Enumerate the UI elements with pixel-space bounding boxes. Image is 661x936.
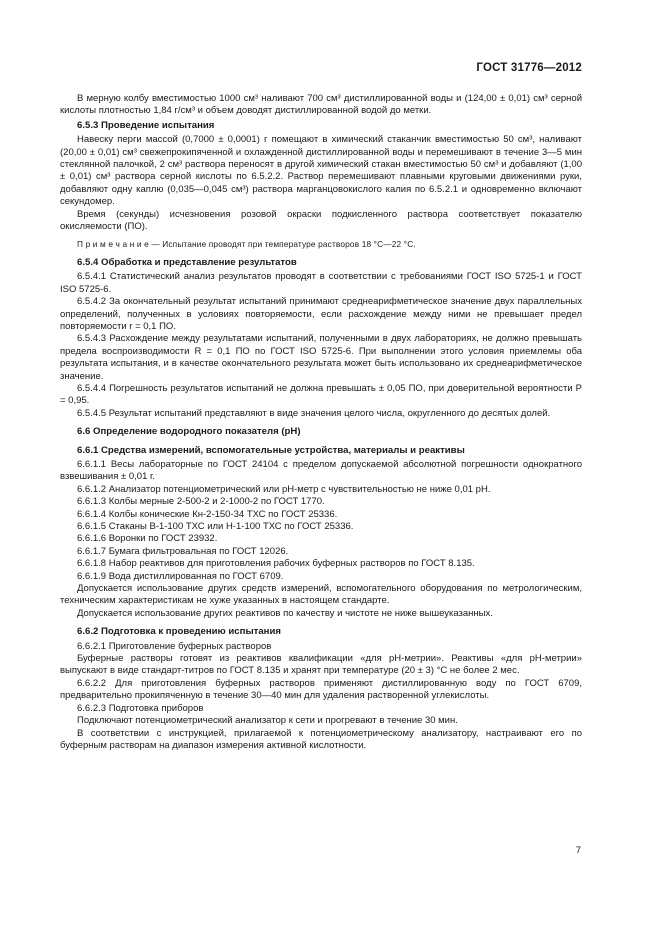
paragraph: 6.6.1.1 Весы лабораторные по ГОСТ 24104 с пределом допускаемой абсолютной погрешности однократного взвешивания ± 0,01 г. <box>60 458 582 483</box>
paragraph: 6.6.1.8 Набор реактивов для приготовления рабочих буферных растворов по ГОСТ 8.135. <box>77 558 475 570</box>
paragraph: Допускается использование других средств измерений, вспомогательного оборудования по метрологическим, техническим характеристикам не хуже указанных в настоящем стандарте. <box>60 583 582 607</box>
section-heading: 6.6.1 Средства измерений, вспомогательные устройства, материалы и реактивы <box>77 444 465 456</box>
paragraph: 6.6.1.7 Бумага фильтровальная по ГОСТ 12026. <box>77 545 289 557</box>
section-heading: 6.6.2 Подготовка к проведению испытания <box>77 626 281 638</box>
section-heading: 6.5.3 Проведение испытания <box>77 119 215 131</box>
document-header: ГОСТ 31776—2012 <box>476 62 582 74</box>
paragraph: 6.5.4.1 Статистический анализ результатов проводят в соответствии с требованиями ГОСТ ISO 5725-1 и ГОСТ ISO 5725-6. <box>60 271 582 295</box>
document-body <box>60 93 582 752</box>
paragraph: 6.6.1.5 Стаканы В-1-100 ТХС или Н-1-100 ТХС по ГОСТ 25336. <box>77 521 354 532</box>
page-number: 7 <box>575 845 581 856</box>
paragraph: Время (секунды) исчезновения розовой окраски подкисленного раствора соответствует показателю окисляемости (ПО). <box>60 208 582 233</box>
paragraph: 6.5.4.5 Результат испытаний представляют в виде значения целого числа, округленного до десятых долей. <box>77 407 551 419</box>
paragraph: 6.6.2.3 Подготовка приборов <box>77 702 204 714</box>
paragraph: 6.6.1.9 Вода дистиллированная по ГОСТ 6709. <box>77 570 284 582</box>
paragraph: 6.6.2.2 Для приготовления буферных растворов применяют дистиллированную воду по ГОСТ 6709, предварительно прокипяченную в течение 30—40 мин для удаления растворенной углекислоты. <box>60 677 582 702</box>
paragraph: 6.6.2.1 Приготовление буферных растворов <box>77 640 272 652</box>
paragraph: Допускается использование других реактивов по качеству и чистоте не ниже вышеуказанных. <box>77 607 493 619</box>
paragraph: Подключают потенциометрический анализатор к сети и прогревают в течение 30 мин. <box>77 715 458 727</box>
paragraph: 6.6.1.3 Колбы мерные 2-500-2 и 2-1000-2 по ГОСТ 1770. <box>77 496 325 508</box>
paragraph: 6.6.1.2 Анализатор потенциометрический или pH-метр с чувствительностью не ниже 0,01 pH. <box>77 483 491 495</box>
paragraph: В соответствии с инструкцией, прилагаемой к потенциометрическому анализатору, настраивают его по буферным растворам на диапазон измерения активной кислотности. <box>60 727 582 751</box>
paragraph: 6.6.1.6 Воронки по ГОСТ 23932. <box>77 533 218 545</box>
section-heading: 6.5.4 Обработка и представление результатов <box>77 256 297 268</box>
paragraph: 6.5.4.2 За окончательный результат испытаний принимают среднеарифметическое значение двух параллельных определений, полученных в условиях повторяемости, если расхождение между ними не превышает предел повторяемости r = 0,1 ПО. <box>60 296 582 332</box>
paragraph: 6.6.1.4 Колбы конические Кн-2-150-34 ТХС по ГОСТ 25336. <box>77 508 338 520</box>
note <box>60 238 582 250</box>
note-text: — Испытание проводят при температуре растворов 18 °С—22 °С. <box>148 239 416 250</box>
paragraph: 6.5.4.4 Погрешность результатов испытаний не должна превышать ± 0,05 ПО, при доверительной вероятности Р = 0,95. <box>60 382 582 407</box>
paragraph: 6.5.4.3 Расхождение между результатами испытаний, полученными в двух лабораториях, не должно превышать предела воспроизводимости R = 0,1 ПО по ГОСТ ISO 5725-6. При выполнении этого условия приемлемы оба результата испытания, и в качестве окончательного результата может быть использовано их среднеарифметическое значение. <box>60 333 582 382</box>
section-heading: 6.6 Определение водородного показателя (рН) <box>77 426 301 438</box>
paragraph: В мерную колбу вместимостью 1000 см³ наливают 700 см³ дистиллированной воды и (124,00 ± 0,01) см³ серной кислоты плотностью 1,84 г/см³ и объем доводят дистиллированной водой до метки. <box>60 93 582 117</box>
note-label: П р и м е ч а н и е <box>77 239 149 250</box>
paragraph: Буферные растворы готовят из реактивов квалификации «для рН-метрии». Реактивы «для рН-метрии» выпускают в виде стандарт-титров по ГОСТ 8.135 и хранят при температуре (20 ± 3) °С не более 2 мес. <box>60 653 582 677</box>
paragraph: Навеску перги массой (0,7000 ± 0,0001) г помещают в химический стаканчик вместимостью 50 см³, наливают (20,00 ± 0,01) см³ свежепрокипяченной и охлажденной дистиллированной воды и перемешивают в течение 3—5 мин стеклянной палочкой, 2 см³ раствора переносят в другой химический стакан вместимостью 50 см³ и добавляют (1,00 ± 0,01) см³ раствора серной кислоты по 6.5.2.2. Раствор перемешивают плавными круговыми движениями руки, добавляют одну каплю (0,035—0,045 см³) раствора марганцовокислого калия по 6.5.2.1 и одновременно включают секундомер. <box>60 134 582 208</box>
